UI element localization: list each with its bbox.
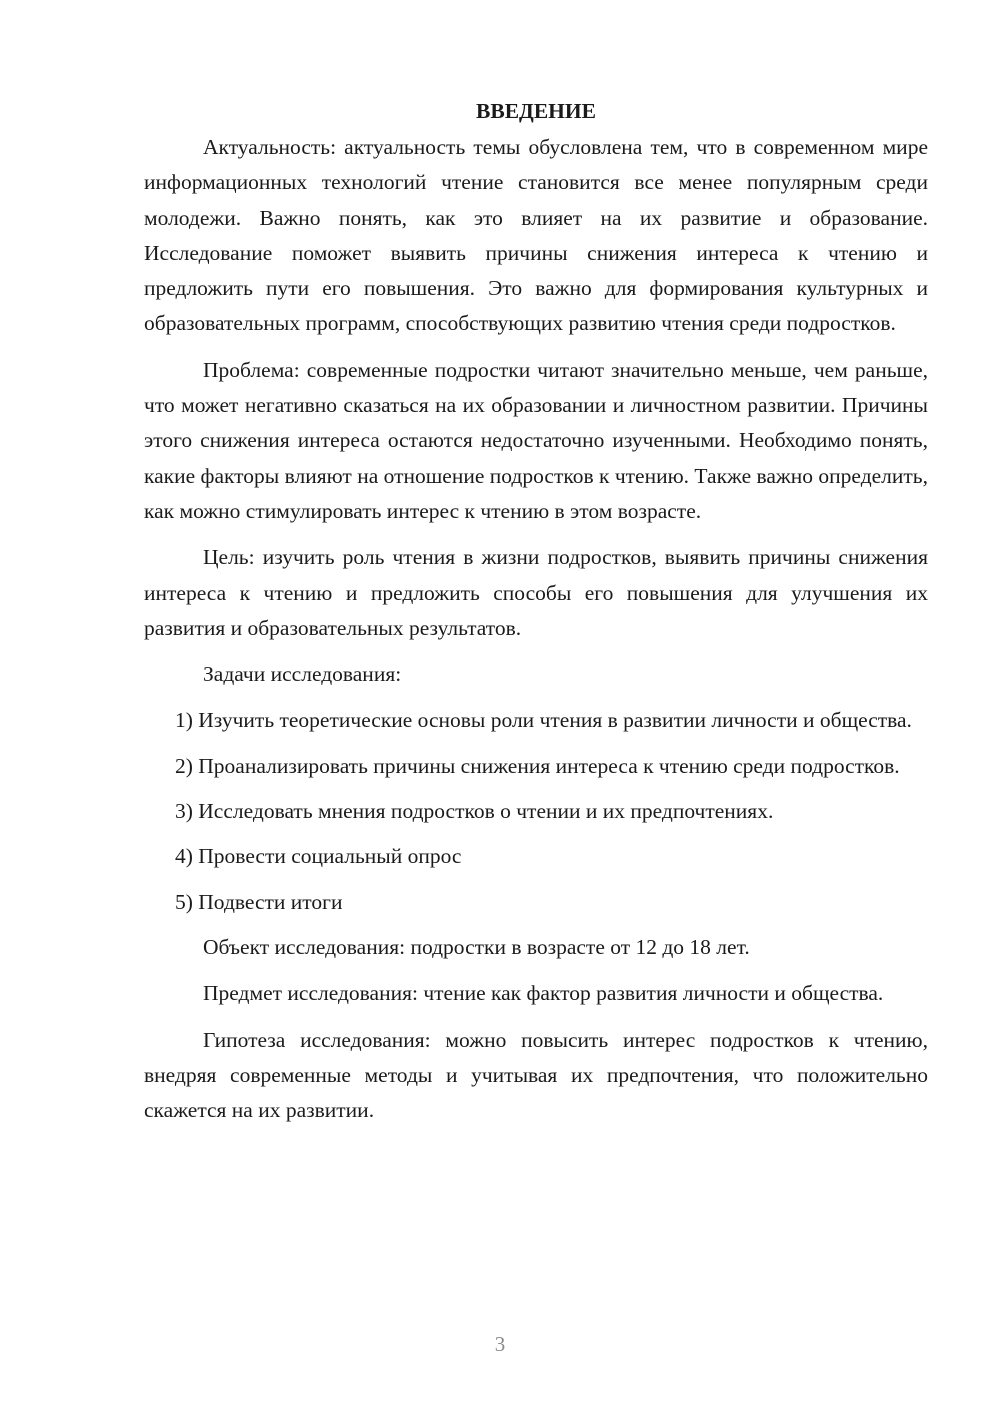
goal-paragraph: Цель: изучить роль чтения в жизни подростков, выявить причины снижения интереса к чтению и предложить способы его повышения для улучшения их развития и образовательных результатов. (144, 545, 928, 640)
task-item: 1) Изучить теоретические основы роли чтения в развитии личности и общества. (175, 708, 912, 733)
page-title: ВВЕДЕНИЕ (476, 99, 596, 123)
task-item: 2) Проанализировать причины снижения интереса к чтению среди подростков. (175, 753, 900, 778)
document-page (144, 96, 928, 1139)
hypothesis-paragraph: Гипотеза исследования: можно повысить интерес подростков к чтению, внедряя современные методы и учитывая их предпочтения, что положительно скажется на их развитии. (144, 1027, 928, 1123)
page-number: 3 (494, 1332, 506, 1356)
task-item: 5) Подвести итоги (175, 889, 343, 914)
task-item: 4) Провести социальный опрос (175, 844, 462, 869)
task-item: 3) Исследовать мнения подростков о чтении и их предпочтениях. (175, 799, 774, 824)
object-paragraph: Объект исследования: подростки в возрасте от 12 до 18 лет. (203, 934, 750, 959)
problem-paragraph: Проблема: современные подростки читают значительно меньше, чем раньше, что может негативно сказаться на их образовании и личностном развитии. Причины этого снижения интереса остаются недостаточно изученными. Необходимо понять, какие факторы влияют на отношение подростков к чтению. Также важно определить, как можно стимулировать интерес к чтению в этом возрасте. (144, 357, 928, 523)
subject-paragraph: Предмет исследования: чтение как фактор развития личности и общества. (203, 981, 884, 1006)
tasks-title: Задачи исследования: (203, 662, 402, 687)
relevance-paragraph: Актуальность: актуальность темы обусловлена тем, что в современном мире информационных технологий чтение становится все менее популярным среди молодежи. Важно понять, как это влияет на их развитие и образование. Исследование поможет выявить причины снижения интереса к чтению и предложить пути его повышения. Это важно для формирования культурных и образовательных программ, способствующих развитию чтения среди подростков. (144, 135, 928, 336)
